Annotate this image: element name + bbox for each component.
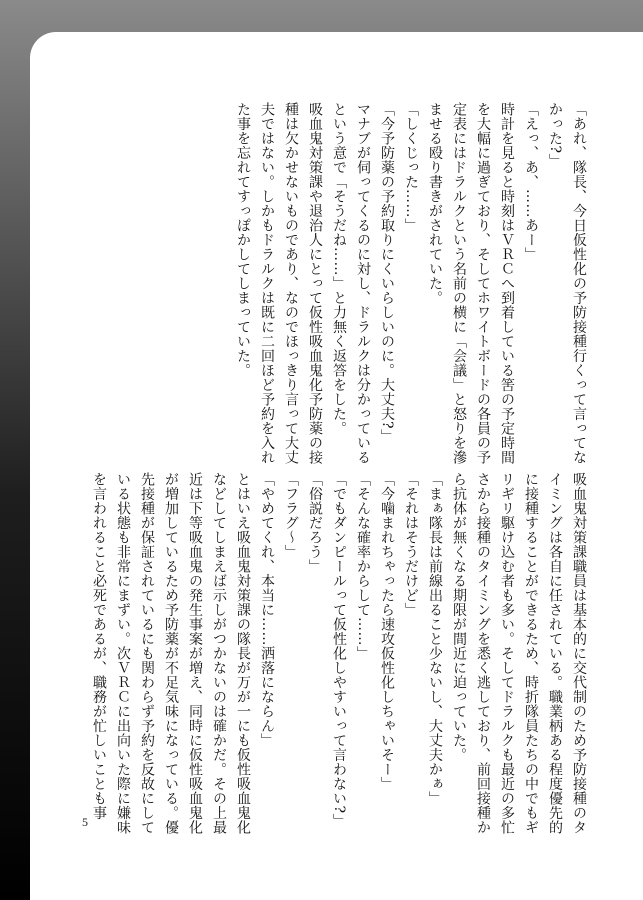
text-line: 「俗説だろう」 (307, 472, 323, 574)
manga-text-page (30, 32, 643, 900)
text-line: 「しくじった……」 (403, 102, 419, 233)
text-line: マナブが伺ってくるのに対し、ドラルクは分かっているという意で「そうだね……」と力無く返答をした。 (331, 102, 371, 465)
text-line: 「今噛まれちゃったら速攻仮性化しちゃいそー」 (379, 472, 395, 791)
text-line: 「でもダンピールって仮性化しやすいって言わない?」 (331, 472, 347, 829)
text-line: 時計を見ると時刻はＶＲＣへ到着している筈の予定時間を大幅に過ぎており、そしてホワイトボードの各員の予定表にはドラルクという名前の横に「会議」と怒りを滲ませる殴り書きがされていた。 (427, 102, 515, 465)
lower-text-block (87, 472, 591, 842)
text-line: 「フラグ〜」 (283, 472, 299, 559)
upper-text-block (231, 102, 591, 472)
text-line: 「今予防薬の予約取りにくいらしいのに。大丈夫?」 (379, 102, 395, 444)
text-line: 「あれ、隊長、今日仮性化の予防接種行くって言ってなかった?」 (547, 102, 587, 465)
text-line: 「えっ、あ、……あー」 (523, 102, 539, 262)
text-line: 「そんな確率からして……」 (355, 472, 371, 661)
text-line: 吸血鬼対策課職員は基本的に交代制のため予防接種のタイミングは各自に任されている。職業柄ある程度優先的に接種することができるため、時折隊員たちの中でもギリギリ駆け込む者も多い。そしてドラルクも最近の多忙さから接種のタイミングを悉く逃しており、前回接種から抗体が無くなる期限が間近に迫っていた。 (451, 472, 587, 835)
text-line: とはいえ吸血鬼対策課の隊長が万が一にも仮性吸血鬼化などしてしまえば示しがつかないのは確かだ。その上最近は下等吸血鬼の発生事案が増え、同時に仮性吸血鬼化が増加しているため予防薬が不足気味になっている。優先接種が保証されているにも関わらず予約を反故にしている状態も非常にまずい。次ＶＲＣに出向いた際に嫌味を言われること必死であるが、職務が忙しいことも事 (91, 472, 251, 835)
page-number: 5 (82, 815, 88, 829)
text-line: 「まぁ隊長は前線出ること少ないし、大丈夫かぁ」 (427, 472, 443, 806)
text-line: 吸血鬼対策課や退治人にとって仮性吸血鬼化予防薬の接種は欠かせないものであり、なのでほっきり言って大丈夫ではない。しかもドラルクは既に二回ほど予約を入れた事を忘れてすっぽかしてしまっていた。 (235, 102, 323, 465)
text-line: 「それはそうだけど」 (403, 472, 419, 617)
text-line: 「やめてくれ、本当に……洒落にならん」 (259, 472, 275, 748)
